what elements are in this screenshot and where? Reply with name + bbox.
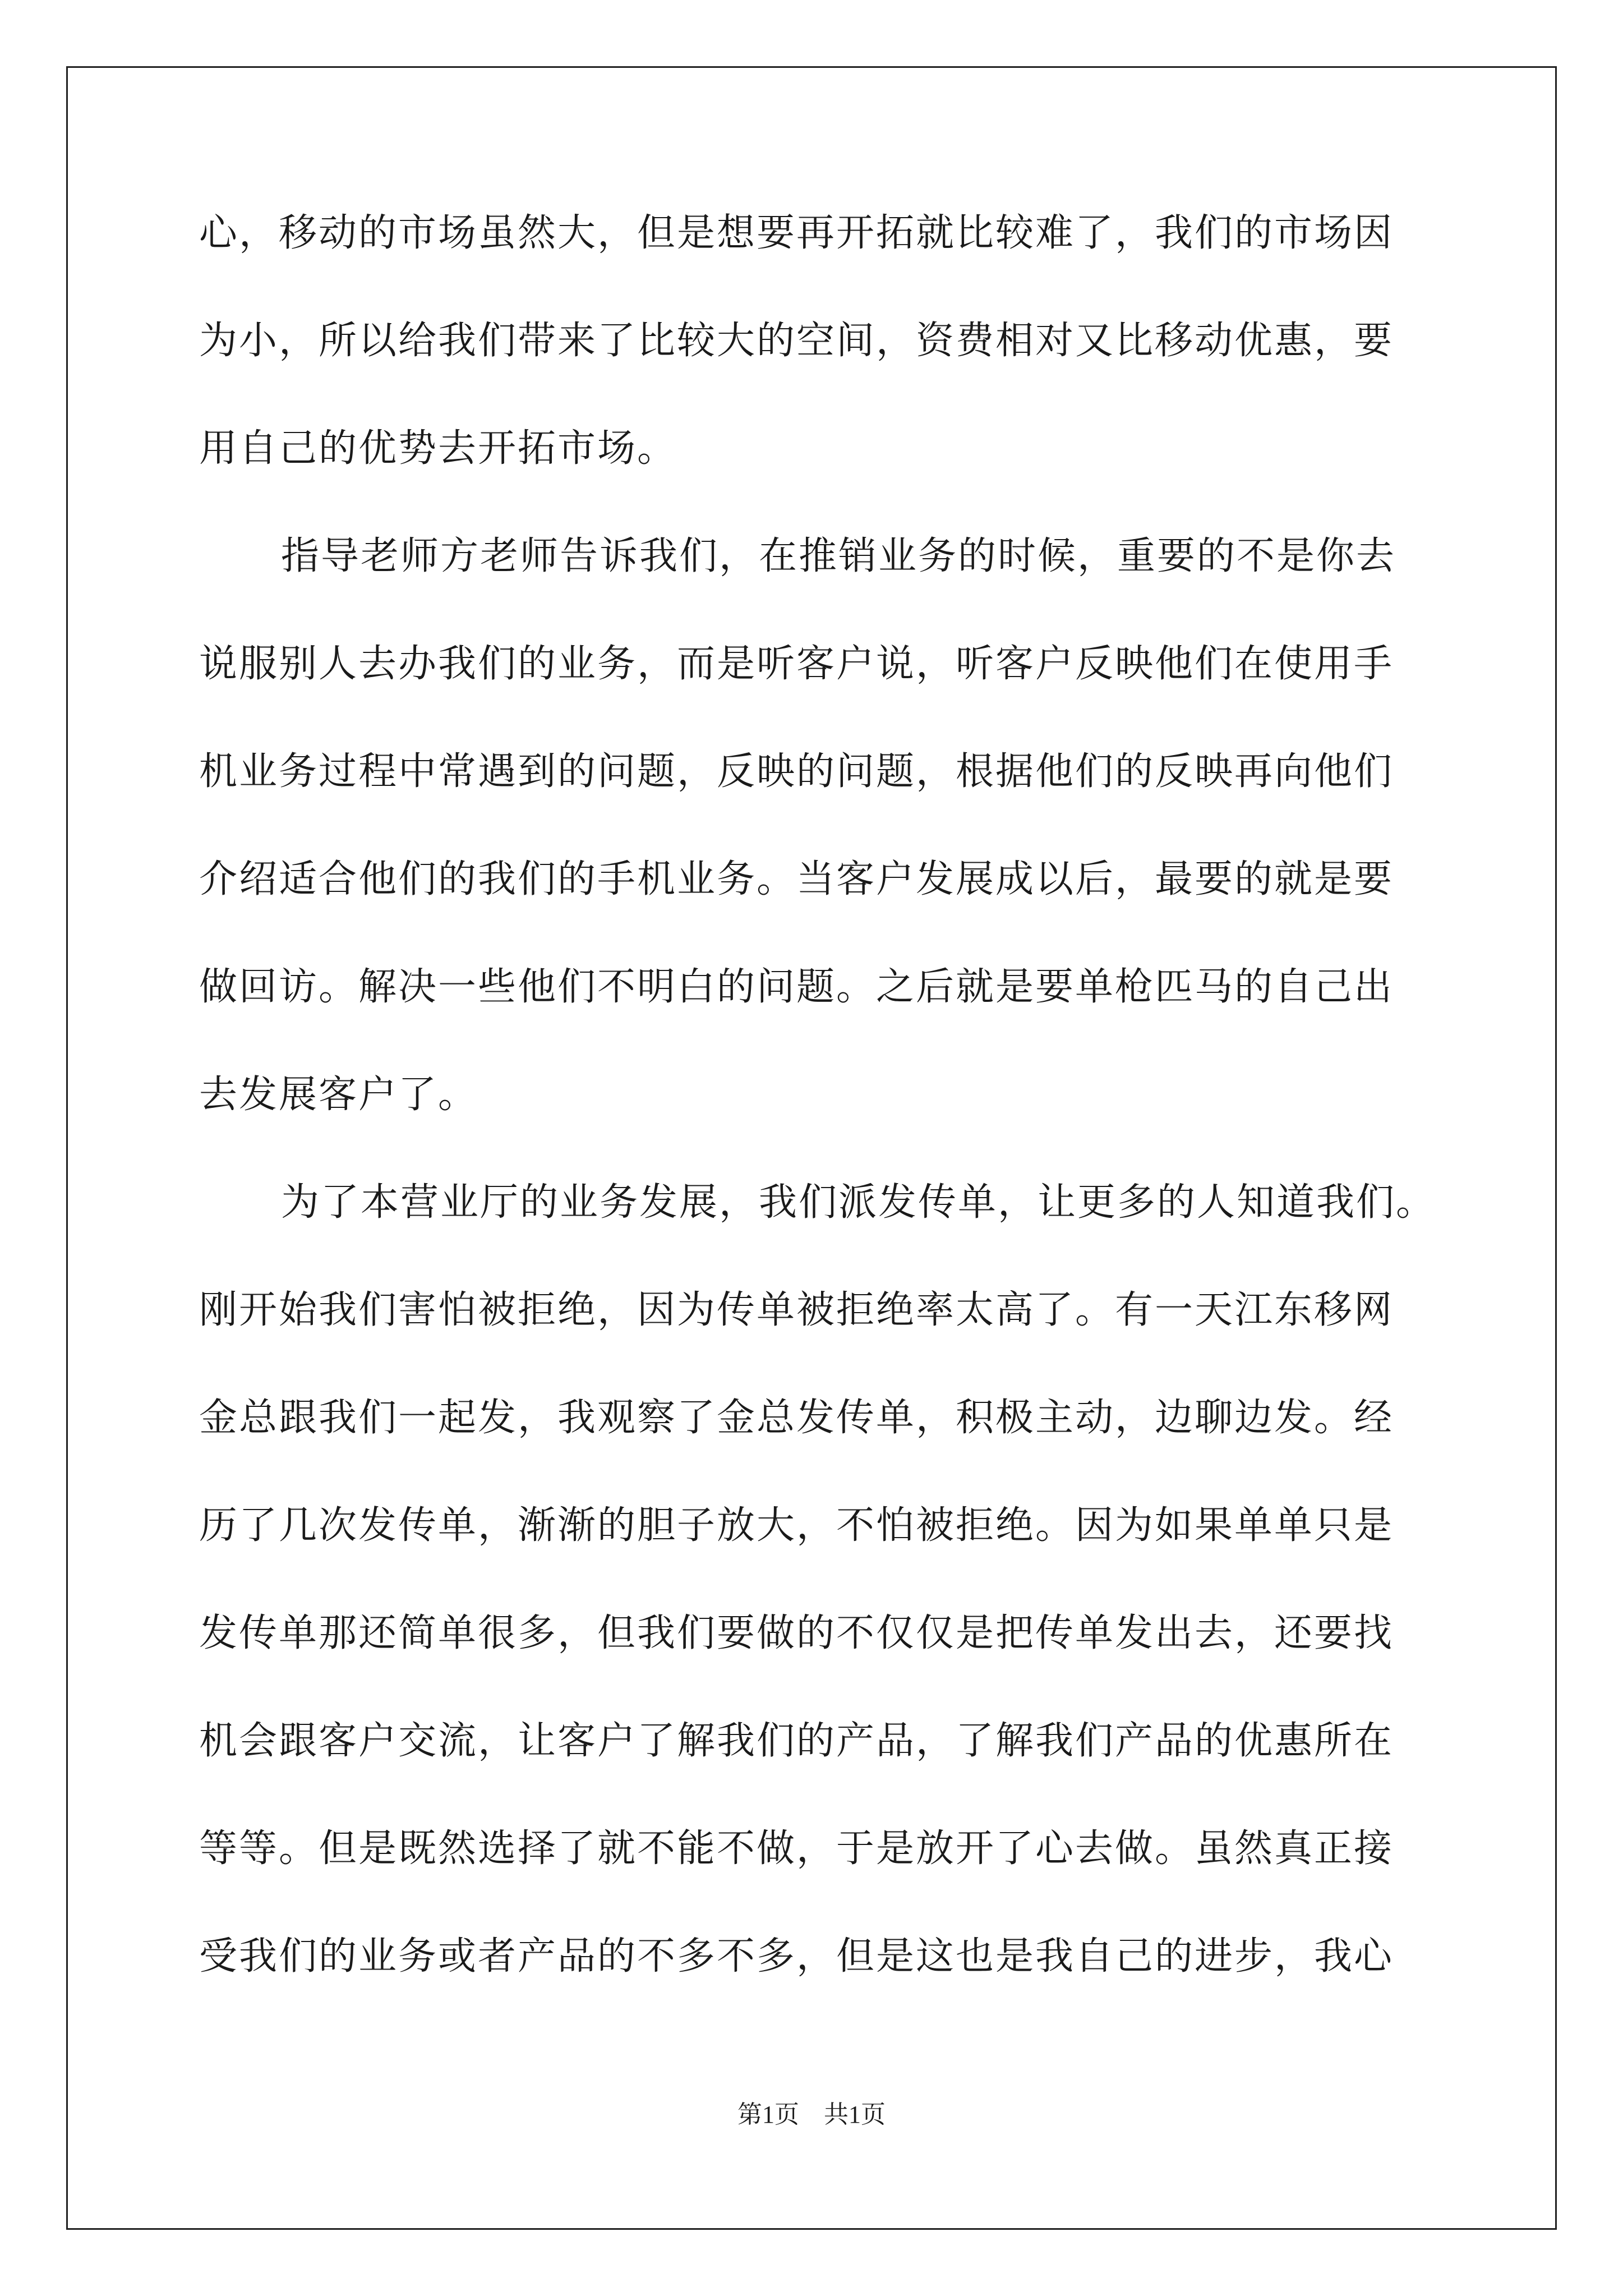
text-line: 做回访。解决一些他们不明白的问题。之后就是要单枪匹马的自己出 — [199, 965, 1394, 1009]
text-line: 用自己的优势去开拓市场。 — [199, 426, 677, 471]
text-line: 历了几次发传单，渐渐的胆子放大，不怕被拒绝。因为如果单单只是 — [199, 1503, 1394, 1548]
text-line: 金总跟我们一起发，我观察了金总发传单，积极主动，边聊边发。经 — [199, 1396, 1394, 1440]
paragraph-first-line: 为了本营业厅的业务发展，我们派发传单，让更多的人知道我们。 — [281, 1180, 1436, 1225]
text-line: 介绍适合他们的我们的手机业务。当客户发展成以后，最要的就是要 — [199, 857, 1394, 901]
text-line: 说服别人去办我们的业务，而是听客户说，听客户反映他们在使用手 — [199, 642, 1394, 686]
text-line: 心，移动的市场虽然大，但是想要再开拓就比较难了，我们的市场因 — [199, 211, 1394, 255]
paragraph-first-line: 指导老师方老师告诉我们，在推销业务的时候，重要的不是你去 — [281, 534, 1396, 578]
text-line: 去发展客户了。 — [199, 1073, 478, 1117]
text-line: 机会跟客户交流，让客户了解我们的产品，了解我们产品的优惠所在 — [199, 1719, 1394, 1763]
page-footer: 第1页 共1页 — [737, 2101, 886, 2128]
text-line: 为小，所以给我们带来了比较大的空间，资费相对又比移动优惠，要 — [199, 319, 1394, 363]
document-body — [199, 211, 1436, 2045]
text-line: 刚开始我们害怕被拒绝，因为传单被拒绝率太高了。有一天江东移网 — [199, 1288, 1394, 1332]
text-line: 受我们的业务或者产品的不多不多，但是这也是我自己的进步，我心 — [199, 1934, 1394, 1978]
text-line: 等等。但是既然选择了就不能不做，于是放开了心去做。虽然真正接 — [199, 1826, 1394, 1871]
text-line: 发传单那还简单很多，但我们要做的不仅仅是把传单发出去，还要找 — [199, 1611, 1394, 1655]
text-line: 机业务过程中常遇到的问题，反映的问题，根据他们的反映再向他们 — [199, 749, 1394, 794]
